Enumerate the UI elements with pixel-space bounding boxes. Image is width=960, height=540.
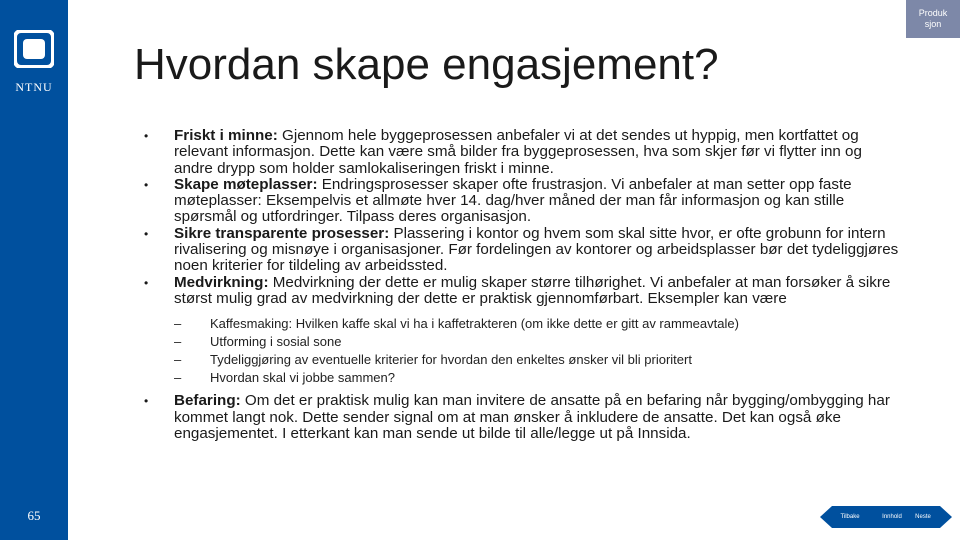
ntnu-logo-icon [14, 30, 54, 68]
bullet-text: Endringsprosesser skaper ofte frustrasjon. Vi anbefaler at man setter opp faste møteplasser: Eksempelvis et allmøte hver 14. dag/hver måned der man får informasjon og kan stille spørsmål og utfordringer. Tilpass deres organisasjon. [174, 175, 852, 226]
dash-icon: – [174, 334, 182, 350]
bullet-text: Gjennom hele byggeprosessen anbefaler vi at det sendes ut hyppig, men kortfattet og relevant informasjon. Dette kan være små bilder fra byggeprosessen, hva som skjer før vi flytter inn og andre drypp som holder samlokaliseringen friskt i minne. [174, 127, 862, 177]
page-title: Hvordan skape engasjement? [134, 40, 719, 89]
list-item [140, 275, 900, 308]
sub-item [140, 369, 900, 387]
content-list [140, 128, 900, 442]
sub-item [140, 351, 900, 369]
list-item [140, 177, 900, 226]
next-button-label: Neste [915, 514, 931, 520]
sub-list [140, 315, 900, 387]
sub-item-text: Kaffesmaking: Hvilken kaffe skal vi ha i kaffetrakteren (om ikke dette er gitt av rammeavtale) [210, 316, 739, 332]
logo-text: NTNU [15, 80, 53, 94]
list-item [140, 226, 900, 275]
back-button-label: Tilbake [840, 514, 860, 520]
back-button[interactable] [830, 506, 870, 528]
page-number: 65 [27, 508, 41, 523]
sub-item [140, 315, 900, 333]
dash-icon: – [174, 316, 182, 332]
next-button-label-wrap [906, 506, 940, 528]
sub-item-text: Utforming i sosial sone [210, 334, 342, 350]
list-item [140, 128, 900, 177]
bullet-lead: Medvirkning: [174, 273, 269, 291]
sub-item-text: Hvordan skal vi jobbe sammen? [210, 370, 395, 386]
section-tag-label: Produk sjon [918, 8, 948, 29]
list-item [140, 393, 900, 442]
dash-icon: – [174, 352, 182, 368]
bullet-lead: Skape møteplasser: [174, 175, 318, 193]
bullet-lead: Sikre transparente prosesser: [174, 224, 390, 242]
bullet-icon: • [144, 394, 149, 409]
sub-item-text: Tydeliggjøring av eventuelle kriterier for hvordan den enkeltes ønsker vil bli prioritert [210, 352, 692, 368]
next-button[interactable] [902, 506, 952, 528]
bullet-lead: Befaring: [174, 392, 241, 410]
bullet-text: Om det er praktisk mulig kan man invitere de ansatte på en befaring når bygging/ombygging har kommet langt nok. Dette sender signal om at man ønsker å inkludere de ansatte. Det kan også øke engasjementet. I etterkant kan man sende ut bilde til alle/legge ut på Innsida. [174, 392, 890, 442]
sub-item [140, 333, 900, 351]
dash-icon: – [174, 370, 182, 386]
contents-button-label: Innhold [882, 514, 902, 520]
section-tag [906, 0, 960, 38]
sidebar [0, 0, 68, 540]
bullet-text: Medvirkning der dette er mulig skaper større tilhørighet. Vi anbefaler at man forsøker å sikre størst mulig grad av medvirkning der dette er praktisk gjennomførbart. Eksempler kan være [174, 273, 891, 307]
bullet-icon: • [144, 177, 149, 192]
bullet-text: Plassering i kontor og hvem som skal sitte hvor, er ofte grobunn for intern rivalisering og misnøye i organisasjoner. Før fordelingen av kontorer og arbeidsplasser bør det tydeliggjøres noen kriterier for tildeling av arbeidssted. [174, 224, 899, 275]
bullet-lead: Friskt i minne: [174, 127, 278, 144]
bullet-icon: • [144, 226, 149, 241]
bullet-icon: • [144, 275, 149, 290]
bullet-icon: • [144, 129, 149, 143]
